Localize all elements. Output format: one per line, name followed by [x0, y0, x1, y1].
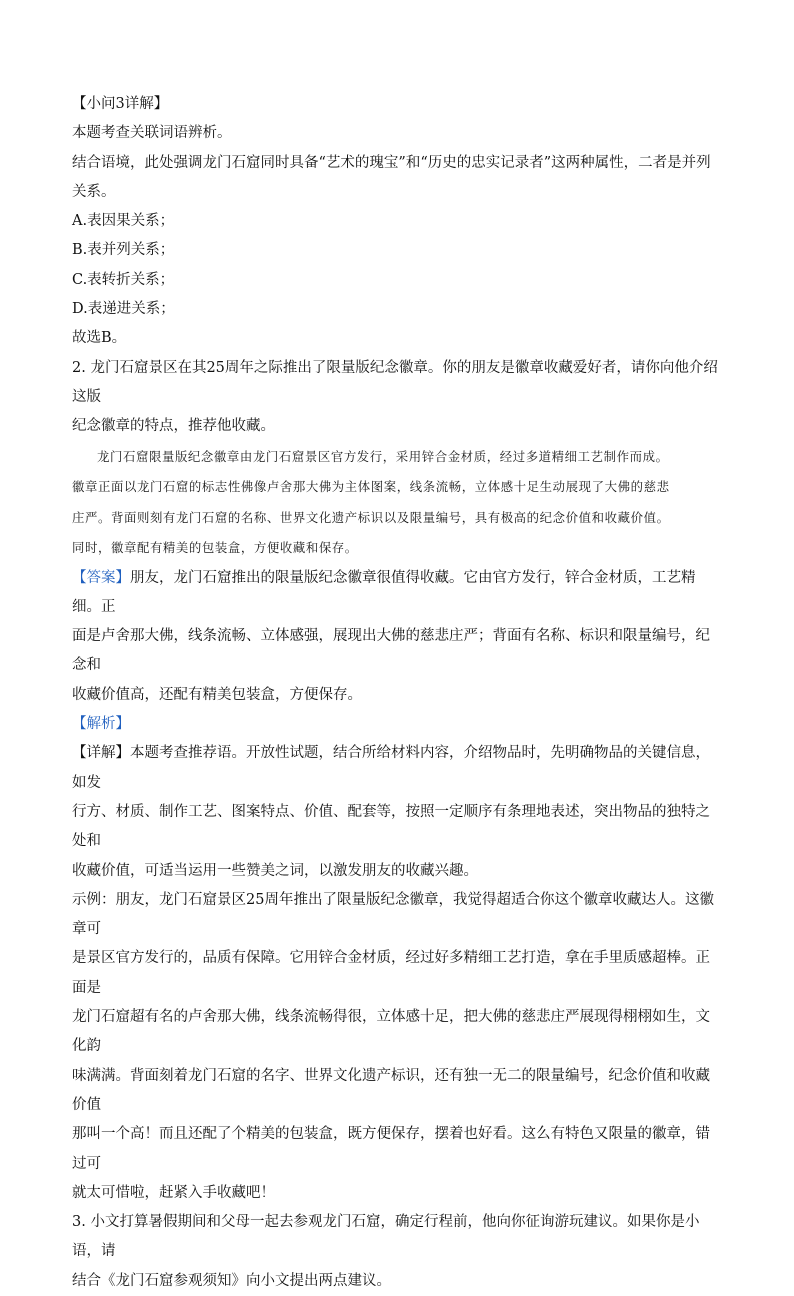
material-block	[72, 442, 722, 564]
example-line-4: 味满满。背面刻着龙门石窟的名字、世界文化遗产标识，还有独一无二的限量编号，纪念价值和收藏价值	[72, 1067, 710, 1113]
q3-line-3: 关系。	[72, 183, 116, 200]
example-line-5: 那叫一个高！而且还配了个精美的包装盒，既方便保存，摆着也好看。这么有特色又限量的徽章，错过可	[72, 1126, 710, 1172]
document-page	[72, 90, 722, 1296]
example-line-3: 龙门石窟超有名的卢舍那大佛，线条流畅得很，立体感十足，把大佛的慈悲庄严展现得栩栩如生，文化韵	[72, 1009, 710, 1055]
q3-line-1: 本题考查关联词语辨析。	[72, 125, 232, 142]
detail-line-1-text: 本题考查推荐语。开放性试题，结合所给材料内容，介绍物品时，先明确物品的关键信息，如发	[72, 745, 710, 791]
question-2-line-1: 2. 龙门石窟景区在其25周年之际推出了限量版纪念徽章。你的朋友是徽章收藏爱好者，请你向他介绍这版	[72, 359, 718, 405]
material-line-1-text: 龙门石窟限量版纪念徽章由龙门石窟景区官方发行，采用锌合金材质，经过多道精细工艺制作而成。	[97, 448, 669, 464]
material-line-1	[72, 442, 722, 473]
answer-line-1	[72, 564, 722, 623]
answer-line-1-text: 朋友，龙门石窟推出的限量版纪念徽章很值得收藏。它由官方发行，锌合金材质，工艺精细。正	[72, 569, 696, 615]
question-3-line-2: 结合《龙门石窟参观须知》向小文提出两点建议。	[72, 1272, 391, 1289]
option-d: D.表递进关系；	[72, 301, 175, 318]
example-line-6: 就太可惜啦，赶紧入手收藏吧！	[72, 1184, 275, 1201]
example-line-2: 是景区官方发行的，品质有保障。它用锌合金材质，经过好多精细工艺打造，拿在手里质感超棒。正面是	[72, 950, 710, 996]
question-3-line-1: 3. 小文打算暑假期间和父母一起去参观龙门石窟，确定行程前，他向你征询游玩建议。如果你是小语，请	[72, 1214, 700, 1260]
detail-line-1	[72, 739, 722, 798]
option-c: C.表转折关系；	[72, 271, 175, 288]
example-line-1: 示例：朋友，龙门石窟景区25周年推出了限量版纪念徽章，我觉得超适合你这个徽章收藏达人。这徽章可	[72, 891, 714, 938]
answer-label: 【答案】	[72, 569, 130, 586]
q3-conclusion: 故选B。	[72, 330, 127, 347]
detail-line-3: 收藏价值，可适当运用一些赞美之词，以激发朋友的收藏兴趣。	[72, 862, 478, 879]
answer-line-2: 面是卢舍那大佛，线条流畅、立体感强，展现出大佛的慈悲庄严；背面有名称、标识和限量编号，纪念和	[72, 628, 710, 674]
option-a: A.表因果关系；	[72, 213, 175, 230]
material-line-3: 庄严。背面则刻有龙门石窟的名称、世界文化遗产标识以及限量编号，具有极高的纪念价值和收藏价值。	[72, 509, 670, 525]
question-2-line-2: 纪念徽章的特点，推荐他收藏。	[72, 418, 275, 435]
analysis-label: 【解析】	[72, 716, 130, 733]
detail-label: 【详解】	[72, 745, 130, 762]
detail-line-2: 行方、材质、制作工艺、图案特点、价值、配套等，按照一定顺序有条理地表述，突出物品的独特之处和	[72, 803, 710, 850]
answer-line-3: 收藏价值高，还配有精美包装盒，方便保存。	[72, 686, 362, 703]
option-b: B.表并列关系；	[72, 242, 175, 259]
q3-detail-header: 【小问3详解】	[72, 96, 169, 112]
q3-line-2: 结合语境，此处强调龙门石窟同时具备“艺术的瑰宝”和“历史的忠实记录者”这两种属性，二者是并列	[72, 154, 711, 171]
material-line-4: 同时，徽章配有精美的包装盒，方便收藏和保存。	[72, 540, 358, 556]
material-line-2: 徽章正面以龙门石窟的标志性佛像卢舍那大佛为主体图案，线条流畅，立体感十足生动展现了大佛的慈悲	[72, 479, 670, 495]
